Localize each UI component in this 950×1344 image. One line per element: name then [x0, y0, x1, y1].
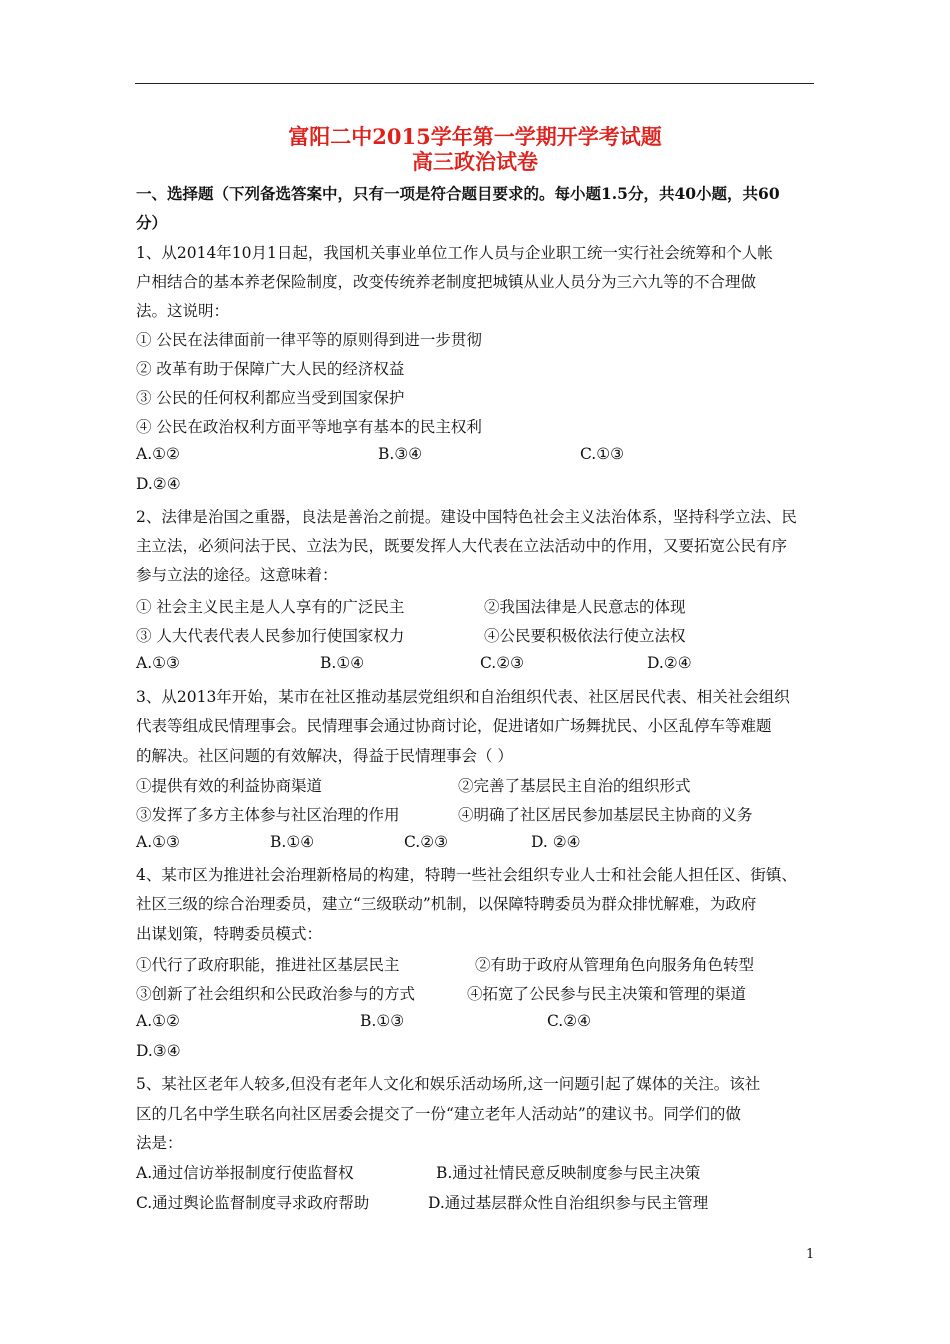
- q1-item-2: ② 改革有助于保障广大人民的经济权益: [136, 360, 405, 378]
- q2-option-d: D.②④: [647, 654, 692, 672]
- q1-option-b: B.③④: [378, 445, 423, 463]
- q3-option-a: A.①③: [136, 833, 180, 851]
- q3-stem-1: 3、从2013年开始，某市在社区推动基层党组织和自治组织代表、社区居民代表、相关社会组织: [136, 688, 790, 706]
- exam-title: 富阳二中2015学年第一学期开学考试题: [288, 124, 662, 149]
- page-number: 1: [806, 1247, 815, 1262]
- q1-option-c: C.①③: [580, 445, 625, 463]
- q4-option-a: A.①②: [136, 1012, 180, 1030]
- q4-stem-2: 社区三级的综合治理委员，建立“三级联动”机制，以保障特聘委员为群众排忧解难，为政府: [136, 895, 757, 913]
- q2-stem-3: 参与立法的途径。这意味着：: [136, 566, 338, 584]
- section-heading-cont: 分）: [136, 213, 168, 232]
- q3-option-c: C.②③: [404, 833, 449, 851]
- q2-item-4: ④公民要积极依法行使立法权: [484, 627, 686, 645]
- q2-stem-1: 2、法律是治国之重器，良法是善治之前提。建设中国特色社会主义法治体系，坚持科学立法、民: [136, 508, 797, 526]
- q1-item-3: ③ 公民的任何权利都应当受到国家保护: [136, 389, 405, 407]
- q1-item-1: ① 公民在法律面前一律平等的原则得到进一步贯彻: [136, 331, 482, 349]
- q1-option-d: D.②④: [136, 475, 181, 493]
- q5-option-d: D.通过基层群众性自治组织参与民主管理: [428, 1194, 709, 1212]
- q2-item-3: ③ 人大代表代表人民参加行使国家权力: [136, 627, 405, 645]
- q4-option-b: B.①③: [360, 1012, 405, 1030]
- header-rule: [135, 83, 814, 84]
- exam-subtitle: 高三政治试卷: [412, 149, 538, 174]
- q2-option-a: A.①③: [136, 654, 180, 672]
- q4-item-3: ③创新了社会组织和公民政治参与的方式: [136, 985, 416, 1003]
- q5-stem-2: 区的几名中学生联名向社区居委会提交了一份“建立老年人活动站”的建议书。同学们的做: [136, 1105, 741, 1123]
- q1-option-a: A.①②: [136, 445, 180, 463]
- q5-option-b: B.通过社情民意反映制度参与民主决策: [436, 1164, 701, 1182]
- q2-item-2: ②我国法律是人民意志的体现: [484, 598, 686, 616]
- q5-option-a: A.通过信访举报制度行使监督权: [136, 1164, 354, 1182]
- q2-option-c: C.②③: [480, 654, 525, 672]
- q5-option-c: C.通过舆论监督制度寻求政府帮助: [136, 1194, 370, 1212]
- q3-stem-3: 的解决。社区问题的有效解决，得益于民情理事会（ ）: [136, 747, 513, 765]
- q4-stem-3: 出谋划策，特聘委员模式：: [136, 925, 323, 943]
- q3-stem-2: 代表等组成民情理事会。民情理事会通过协商讨论，促进诸如广场舞扰民、小区乱停车等难题: [136, 717, 772, 735]
- q2-option-b: B.①④: [320, 654, 365, 672]
- q3-item-2: ②完善了基层民主自治的组织形式: [458, 777, 691, 795]
- q3-option-b: B.①④: [270, 833, 315, 851]
- q3-option-d: D. ②④: [531, 833, 581, 851]
- q1-stem-2: 户相结合的基本养老保险制度，改变传统养老制度把城镇从业人员分为三六九等的不合理做: [136, 273, 757, 291]
- q3-item-1: ①提供有效的利益协商渠道: [136, 777, 323, 795]
- q4-item-4: ④拓宽了公民参与民主决策和管理的渠道: [467, 985, 747, 1003]
- q3-item-3: ③发挥了多方主体参与社区治理的作用: [136, 806, 400, 824]
- q4-item-1: ①代行了政府职能，推进社区基层民主: [136, 956, 400, 974]
- q3-item-4: ④明确了社区居民参加基层民主协商的义务: [458, 806, 753, 824]
- q4-stem-1: 4、某市区为推进社会治理新格局的构建，特聘一些社会组织专业人士和社会能人担任区、街镇、: [136, 866, 797, 884]
- q4-option-d: D.③④: [136, 1042, 181, 1060]
- q5-stem-1: 5、某社区老年人较多,但没有老年人文化和娱乐活动场所,这一问题引起了媒体的关注。该社: [136, 1075, 761, 1093]
- q4-item-2: ②有助于政府从管理角色向服务角色转型: [475, 956, 755, 974]
- q5-stem-3: 法是：: [136, 1134, 183, 1152]
- section-heading: 一、选择题（下列备选答案中，只有一项是符合题目要求的。每小题1.5分，共40小题，共60: [136, 184, 780, 203]
- q1-item-4: ④ 公民在政治权利方面平等地享有基本的民主权利: [136, 418, 482, 436]
- q1-stem-3: 法。这说明：: [136, 302, 230, 320]
- q4-option-c: C.②④: [547, 1012, 592, 1030]
- q1-stem-1: 1、从2014年10月1日起，我国机关事业单位工作人员与企业职工统一实行社会统筹和个人帐: [136, 244, 773, 262]
- q2-stem-2: 主立法，必须问法于民、立法为民，既要发挥人大代表在立法活动中的作用，又要拓宽公民有序: [136, 537, 788, 555]
- q2-item-1: ① 社会主义民主是人人享有的广泛民主: [136, 598, 405, 616]
